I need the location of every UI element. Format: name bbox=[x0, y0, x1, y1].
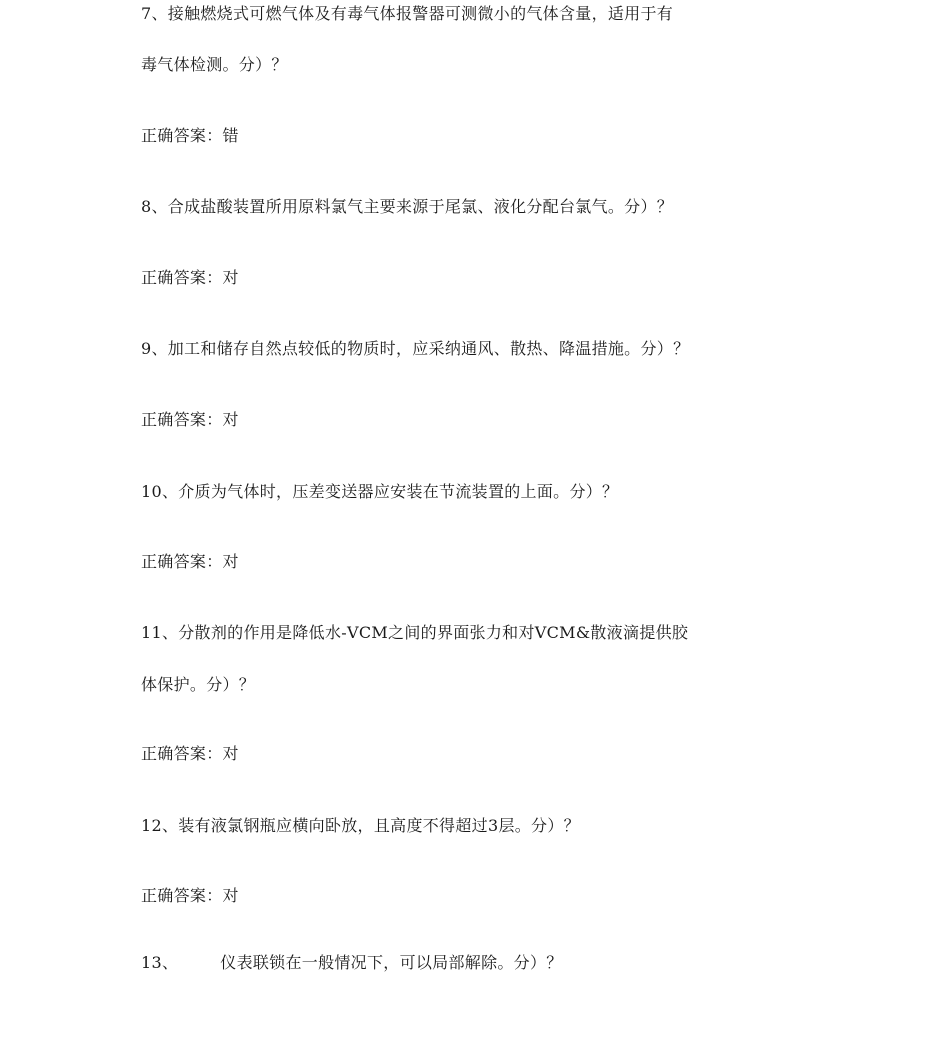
question-13-number: 13、 bbox=[141, 953, 179, 972]
answer-10: 正确答案：对 bbox=[141, 552, 239, 571]
question-10-line-1: 10、介质为气体时，压差变送器应安装在节流装置的上面。分）？ bbox=[141, 482, 619, 501]
question-11-line-1: 11、分散剂的作用是降低水-VCM之间的界面张力和对VCM&散液滴提供胶 bbox=[141, 623, 689, 642]
answer-8: 正确答案：对 bbox=[141, 268, 239, 287]
answer-7: 正确答案：错 bbox=[141, 126, 239, 145]
answer-11: 正确答案：对 bbox=[141, 744, 239, 763]
question-9-line-1: 9、加工和储存自然点较低的物质时，应采纳通风、散热、降温措施。分）？ bbox=[141, 339, 690, 358]
question-7-line-2: 毒气体检测。分）？ bbox=[141, 55, 288, 74]
answer-9: 正确答案：对 bbox=[141, 410, 239, 429]
question-11-line-2: 体保护。分）？ bbox=[141, 675, 256, 694]
question-8-line-1: 8、合成盐酸装置所用原料氯气主要来源于尾氯、液化分配台氯气。分）？ bbox=[141, 197, 674, 216]
question-7-line-1: 7、接触燃烧式可燃气体及有毒气体报警器可测微小的气体含量，适用于有 bbox=[141, 4, 674, 23]
question-12-line-1: 12、装有液氯钢瓶应横向卧放，且高度不得超过3层。分）？ bbox=[141, 816, 580, 835]
question-13-line-1 bbox=[141, 952, 563, 974]
answer-12: 正确答案：对 bbox=[141, 886, 239, 905]
question-13-text: 仪表联锁在一般情况下，可以局部解除。分）？ bbox=[220, 953, 563, 972]
